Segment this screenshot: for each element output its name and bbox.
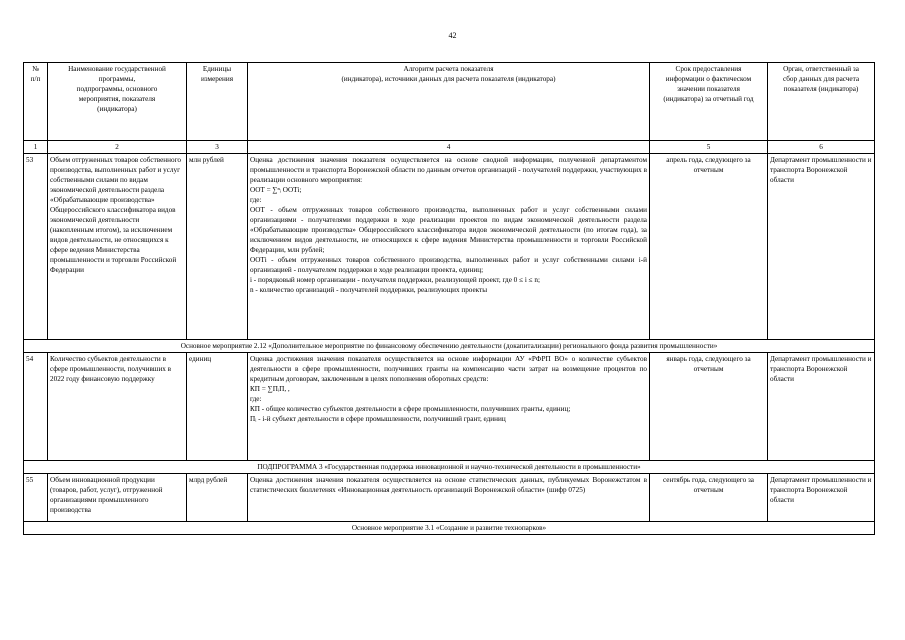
row-unit: единиц: [187, 353, 248, 461]
table-row: [24, 474, 875, 522]
row-name: Объем отгруженных товаров собственного производства, выполненных работ и услуг собственными силами по видам экономической деятельности раздела «Обрабатывающие производства» Общероссийского классификатора видов экономической деятельности (накопленным итогом), за исключением видов деятельности, не относящихся к сфере ведения Министерства промышленности и торговли Российской Федерации: [48, 154, 187, 340]
table-row: [24, 154, 875, 340]
row-algorithm: Оценка достижения значения показателя осуществляется на основе сводной информации, полученной департаментом промышленности и транспорта Воронежской области по данным отчетов организаций - получателей поддержки, участвующих в реализации основного мероприятия: ООТ = ∑ⁿᵢ ООТі; где: ООТ - объем отгруженных товаров собственного производства, выполненных работ и услуг собственными силами организациями - получателями поддержки в ходе реализации проектов по видам экономической деятельности раздела «Обрабатывающие производства» Общероссийского классификатора видов экономической деятельности (по итогам года), за исключением видов деятельности, не относящихся к сфере ведения Министерства промышленности и торговли Российской Федерации, млн рублей; ООТі - объем отгруженных товаров собственного производства, выполненных работ и услуг собственными силами i-й организацией - получателем поддержки в ходе реализации проекта, единиц; i - порядковый номер организации - получателя поддержки, реализующей проект, где 0 ≤ i ≤ n; n - количество организаций - получателей поддержки, реализующих проекты: [248, 154, 650, 340]
row-organ: Департамент промышленности и транспорта Воронежской области: [768, 474, 875, 522]
row-name: Объем инновационной продукции (товаров, работ, услуг), отгруженной организациями промышленного производства: [48, 474, 187, 522]
row-num: 54: [24, 353, 48, 461]
column-number: 6: [768, 141, 875, 154]
column-numbers-row: [24, 141, 875, 154]
table-row: [24, 353, 875, 461]
section-row: [24, 340, 875, 353]
section-row: [24, 522, 875, 535]
row-num: 55: [24, 474, 48, 522]
column-number: 5: [650, 141, 768, 154]
row-algorithm: Оценка достижения значения показателя осуществляется на основе информации АУ «РФРП ВО» о количестве субъектов деятельности в сфере промышленности, получивших гранты на компенсацию части затрат на возмещение процентов по кредитным договорам, заключенным в целях пополнения оборотных средств: КП = ∑ПᵢП, , где: КП - общее количество субъектов деятельности в сфере промышленности, получивших гранты, единиц; Пᵢ - і-й субъект деятельности в сфере промышленности, получивший грант, единиц: [248, 353, 650, 461]
header-num: № п/п: [24, 63, 48, 141]
page-number: 42: [448, 31, 457, 40]
column-number: 4: [248, 141, 650, 154]
header-name: Наименование государственной программы, подпрограммы, основного мероприятия, показателя (индикатора): [48, 63, 187, 141]
row-name: Количество субъектов деятельности в сфере промышленности, получивших в 2022 году финансовую поддержку: [48, 353, 187, 461]
row-deadline: апрель года, следующего за отчетным: [650, 154, 768, 340]
header-row: [24, 63, 875, 141]
row-num: 53: [24, 154, 48, 340]
row-organ: Департамент промышленности и транспорта Воронежской области: [768, 154, 875, 340]
main-event-2-12: Основное мероприятие 2.12 «Дополнительное мероприятие по финансовому обеспечению деятельности (докапитализации) регионального фонда развития промышленности»: [24, 340, 875, 353]
main-event-3-1: Основное мероприятие 3.1 «Создание и развитие технопарков»: [24, 522, 875, 535]
header-deadline: Срок предоставления информации о фактическом значении показателя (индикатора) за отчетный год: [650, 63, 768, 141]
row-deadline: сентябрь года, следующего за отчетным: [650, 474, 768, 522]
row-deadline: январь года, следующего за отчетным: [650, 353, 768, 461]
header-organ: Орган, ответственный за сбор данных для расчета показателя (индикатора): [768, 63, 875, 141]
row-organ: Департамент промышленности и транспорта Воронежской области: [768, 353, 875, 461]
row-algorithm: Оценка достижения значения показателя осуществляется на основе статистических данных, публикуемых Воронежстатом в статистических бюллетенях «Инновационная деятельность организаций Воронежской области» (шифр 0725): [248, 474, 650, 522]
column-number: 1: [24, 141, 48, 154]
row-unit: млн рублей: [187, 154, 248, 340]
subprogram-3: ПОДПРОГРАММА 3 «Государственная поддержка инновационной и научно-технической деятельности в промышленности»: [24, 461, 875, 474]
column-number: 3: [187, 141, 248, 154]
row-unit: млрд рублей: [187, 474, 248, 522]
header-unit: Единицы измерения: [187, 63, 248, 141]
header-algorithm: Алгоритм расчета показателя (индикатора), источники данных для расчета показателя (индикатора): [248, 63, 650, 141]
indicators-table: [23, 62, 875, 535]
section-row: [24, 461, 875, 474]
column-number: 2: [48, 141, 187, 154]
